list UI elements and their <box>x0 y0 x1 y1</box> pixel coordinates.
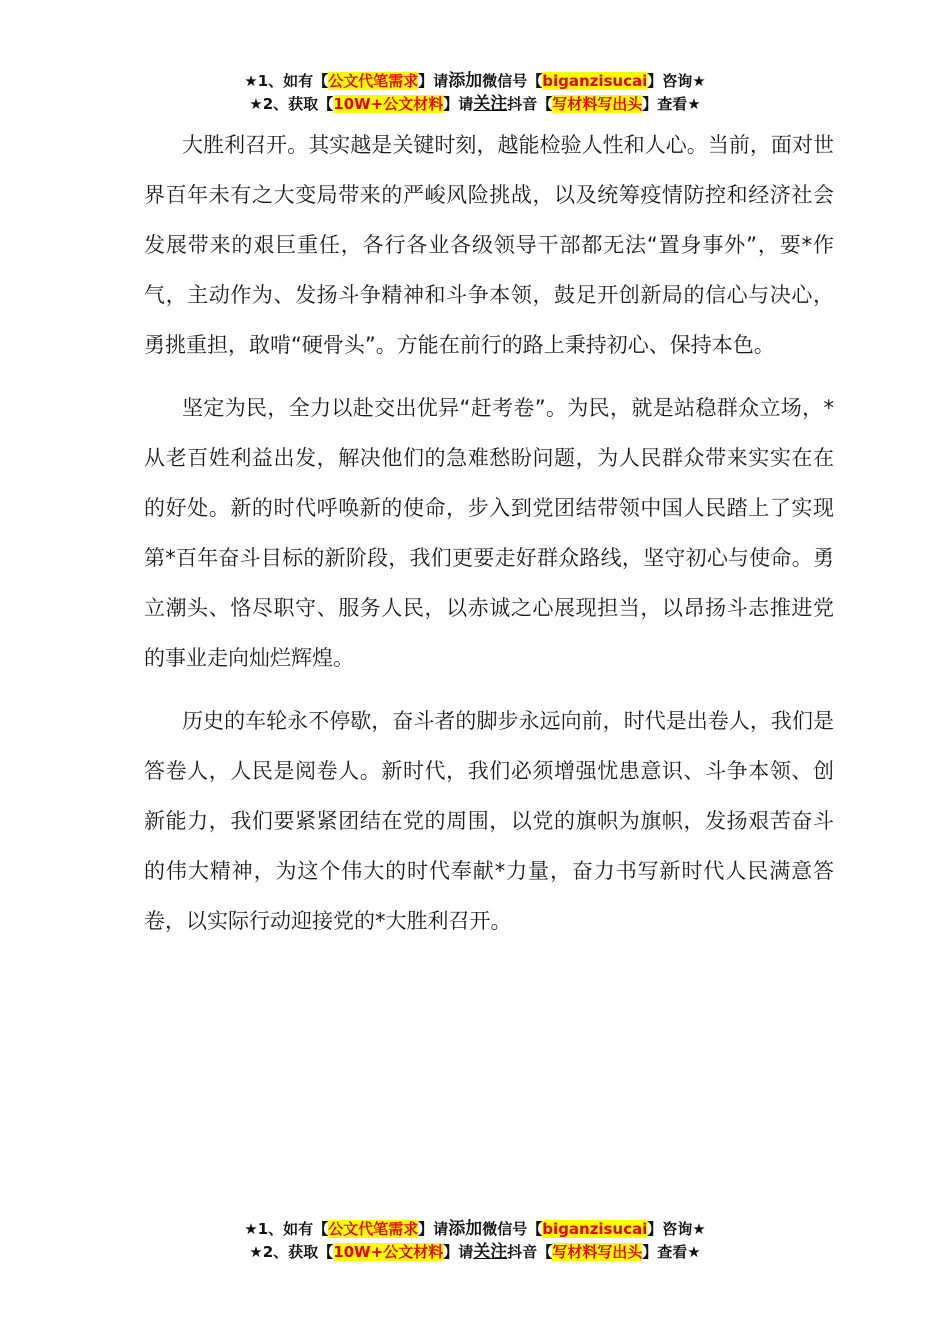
banner-line-1: ★1、如有【公文代笔需求】请添加微信号【biganzisucai】咨询★ <box>244 1219 706 1239</box>
banner-wechat-id: biganzisucai <box>542 72 648 90</box>
banner-highlight: 公文代笔需求 <box>328 72 419 90</box>
footer-banner <box>0 1218 950 1264</box>
banner-line-1: ★1、如有【公文代笔需求】请添加微信号【biganzisucai】咨询★ <box>244 71 706 91</box>
paragraph: 大胜利召开。其实越是关键时刻，越能检验人性和人心。当前，面对世界百年未有之大变局带来的严峻风险挑战，以及统筹疫情防控和经济社会发展带来的艰巨重任，各行各业各级领导干部都无法“置身事外”，要*作气，主动作为、发扬斗争精神和斗争本领，鼓足开创新局的信心与决心，勇挑重担，敢啃“硬骨头”。方能在前行的路上秉持初心、保持本色。 <box>144 133 834 357</box>
banner-douyin-account: 写材料写出头 <box>552 95 643 113</box>
banner-line-2: ★2、获取【10W+公文材料】请关注抖音【写材料写出头】查看★ <box>249 1242 701 1262</box>
banner-highlight: 10W+公文材料 <box>333 95 444 113</box>
paragraph: 历史的车轮永不停歇，奋斗者的脚步永远向前，时代是出卷人，我们是答卷人，人民是阅卷人。新时代，我们必须增强忧患意识、斗争本领、创新能力，我们要紧紧团结在党的周围，以党的旗帜为旗帜，发扬艰苦奋斗的伟大精神，为这个伟大的时代奉献*力量，奋力书写新时代人民满意答卷，以实际行动迎接党的*大胜利召开。 <box>144 709 834 933</box>
banner-line-2: ★2、获取【10W+公文材料】请关注抖音【写材料写出头】查看★ <box>249 94 701 114</box>
document-body <box>144 120 834 959</box>
banner-highlight: 10W+公文材料 <box>333 1243 444 1261</box>
paragraph: 坚定为民，全力以赴交出优异“赶考卷”。为民，就是站稳群众立场，*从老百姓利益出发，解决他们的急难愁盼问题，为人民群众带来实实在在的好处。新的时代呼唤新的使命，步入到党团结带领中国人民踏上了实现第*百年奋斗目标的新阶段，我们更要走好群众路线，坚守初心与使命。勇立潮头、恪尽职守、服务人民，以赤诚之心展现担当，以昂扬斗志推进党的事业走向灿烂辉煌。 <box>144 396 834 670</box>
banner-highlight: 公文代笔需求 <box>328 1220 419 1238</box>
banner-wechat-id: biganzisucai <box>542 1220 648 1238</box>
header-banner <box>0 70 950 116</box>
banner-douyin-account: 写材料写出头 <box>552 1243 643 1261</box>
